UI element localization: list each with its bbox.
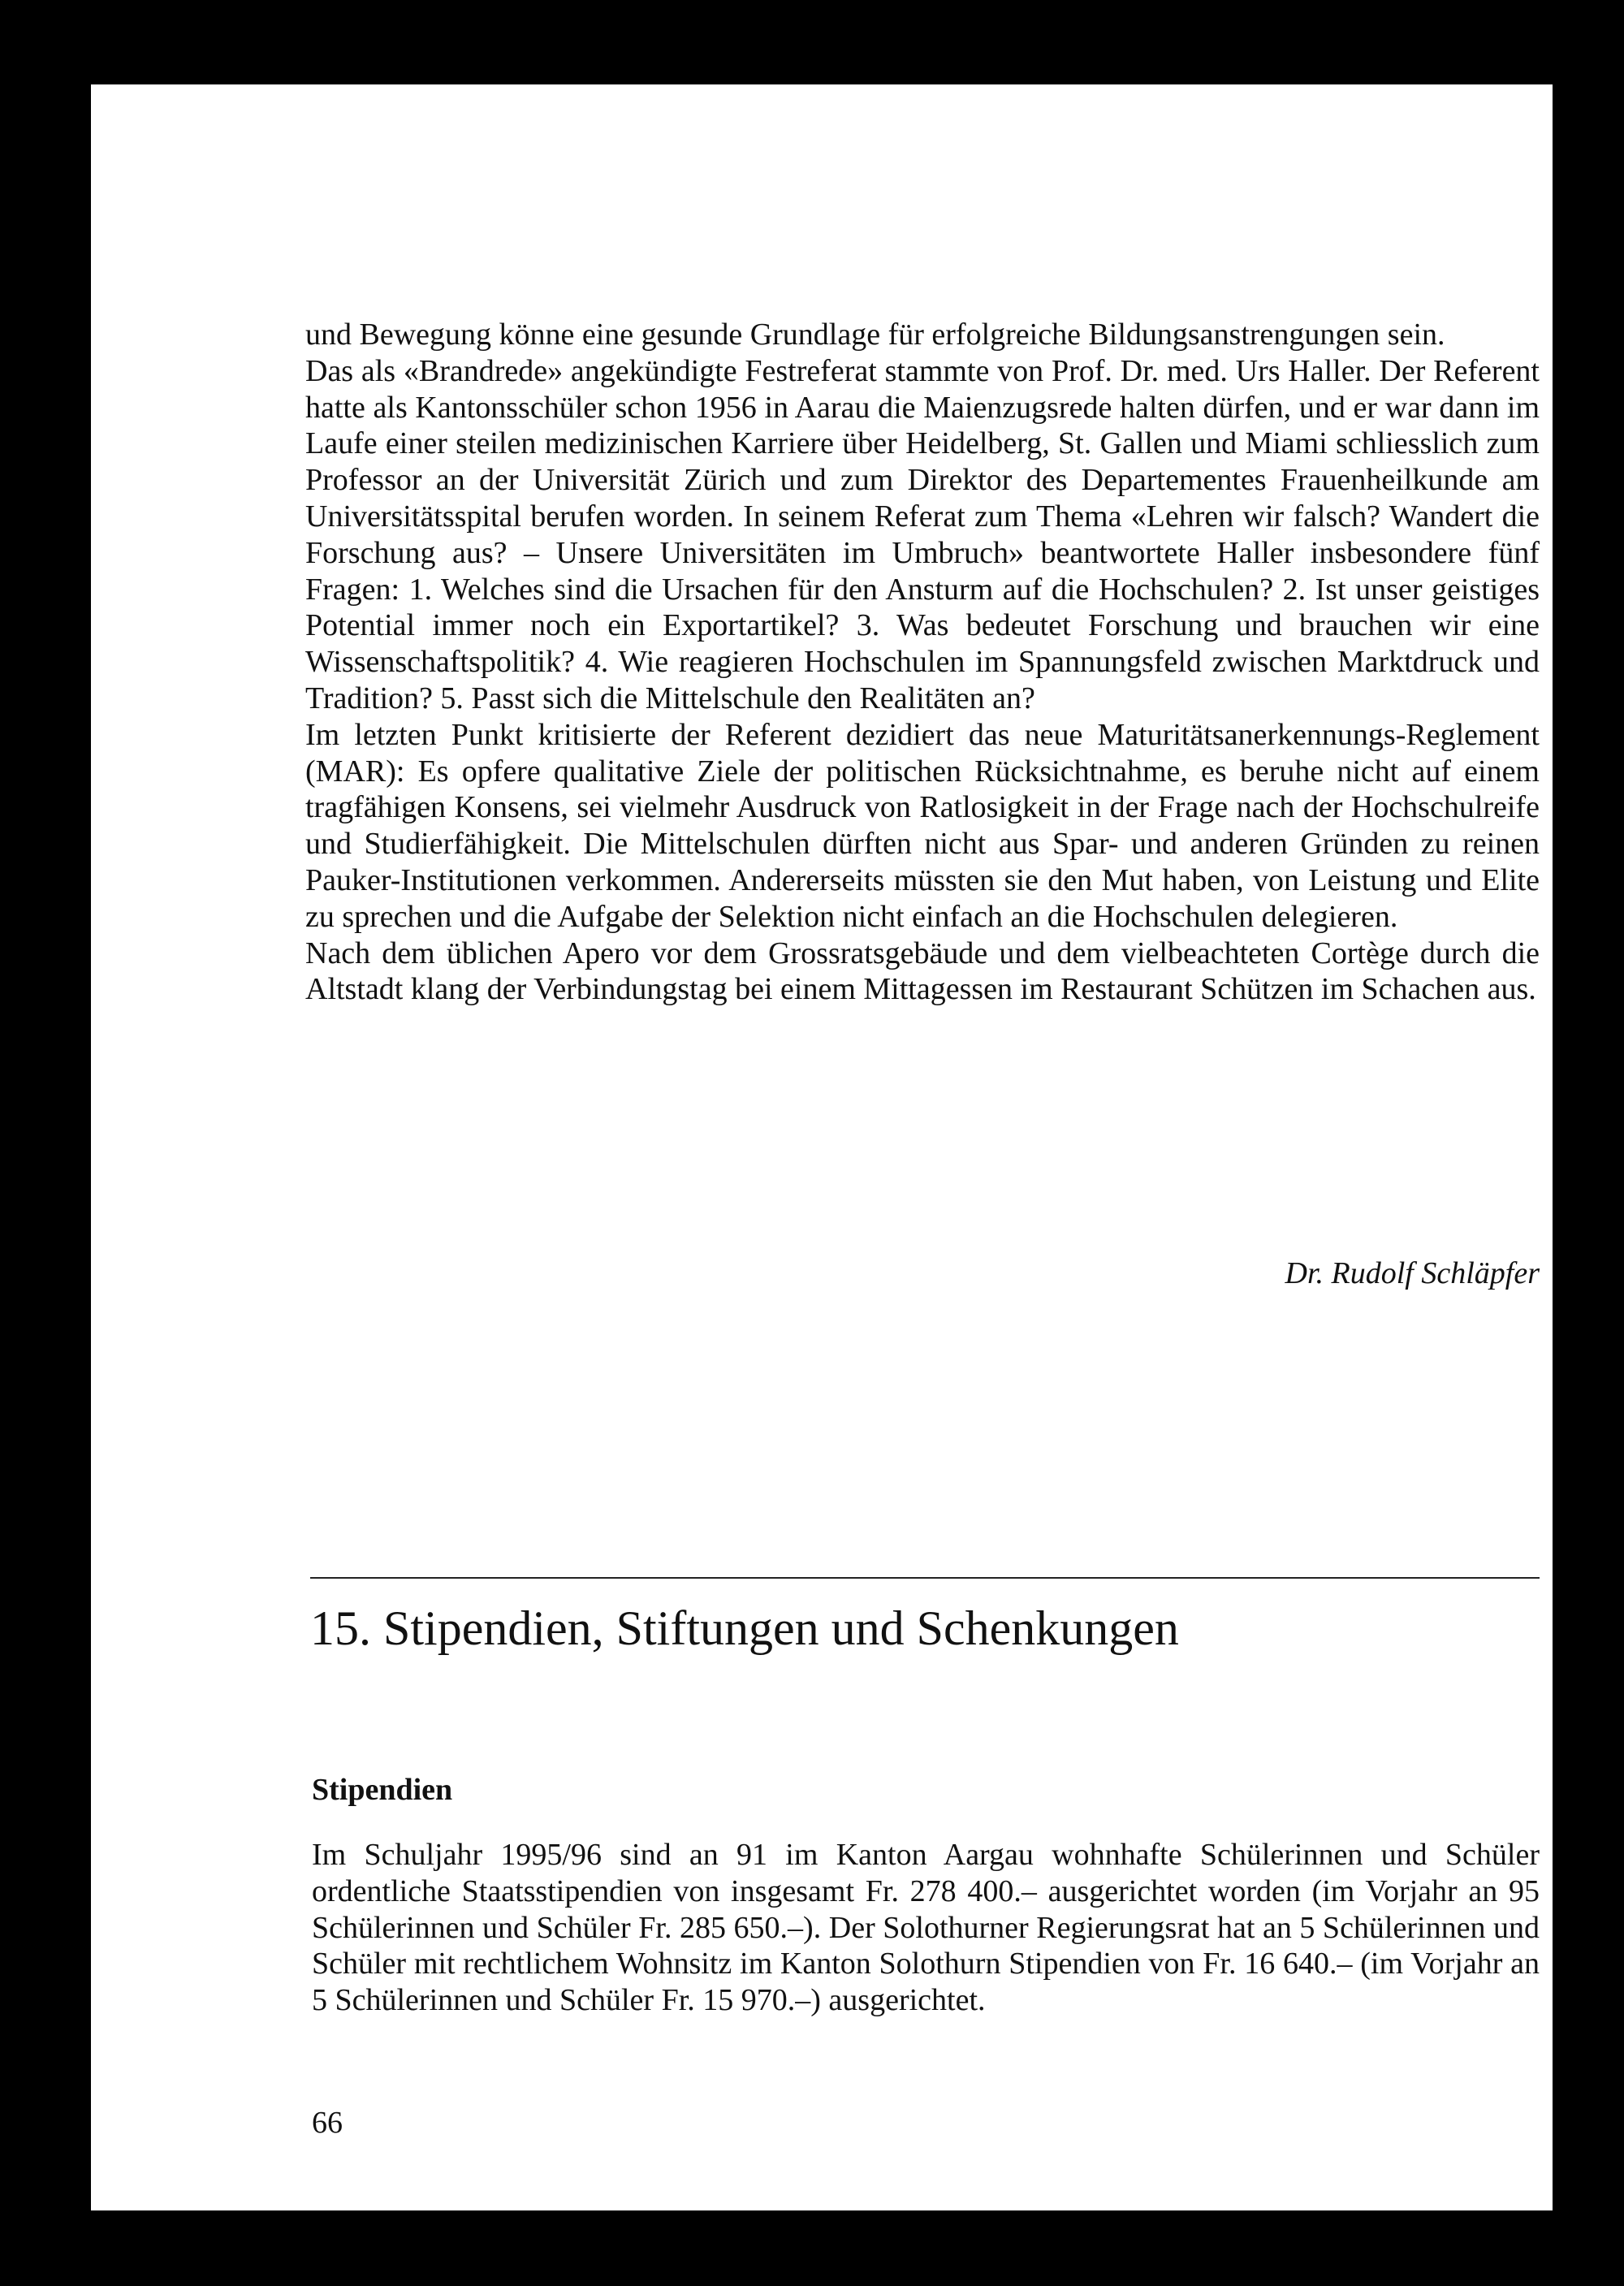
body-text [305, 317, 1540, 1008]
chapter-title: 15. Stipendien, Stiftungen und Schenkungen [310, 1601, 1179, 1655]
paragraph-3: Im letzten Punkt kritisierte der Referent dezidiert das neue Maturitätsanerkennungs-Reglement (MAR): Es opfere qualitative Ziele der politischen Rücksichtnahme, es beruhe nicht auf einem tragfähigen Konsens, sei vielmehr Ausdruck von Ratlosigkeit in der Frage nach der Hochschulreife und Studierfähigkeit. Die Mittelschulen dürften nicht aus Spar- und anderen Gründen zu reinen Pauker-Institutionen verkommen. Andererseits müssten sie den Mut haben, von Leistung und Elite zu sprechen und die Aufgabe der Selektion nicht einfach an die Hochschulen delegieren. [305, 717, 1540, 934]
page [91, 84, 1553, 2210]
section-body: Im Schuljahr 1995/96 sind an 91 im Kanton Aargau wohnhafte Schülerinnen und Schüler ordentliche Staatsstipendien von insgesamt Fr. 278 400.– ausgerichtet worden (im Vorjahr an 95 Schülerinnen und Schüler Fr. 285 650.–). Der Solothurner Regierungsrat hat an 5 Schülerinnen und Schüler mit rechtlichem Wohnsitz im Kanton Solothurn Stipendien von Fr. 16 640.– (im Vorjahr an 5 Schülerinnen und Schüler Fr. 15 970.–) ausgerichtet. [312, 1838, 1540, 2018]
author-signature: Dr. Rudolf Schläpfer [1285, 1256, 1540, 1290]
paragraph-2: Das als «Brandrede» angekündigte Festreferat stammte von Prof. Dr. med. Urs Haller. Der Referent hatte als Kantonsschüler schon 1956 in Aarau die Maienzugsrede halten dürfen, und er war dann im Laufe einer steilen medizinischen Karriere über Heidelberg, St. Gallen und Miami schliesslich zum Professor an der Universität Zürich und zum Direktor des Departementes Frauenheilkunde am Universitätsspital berufen worden. In seinem Referat zum Thema «Lehren wir falsch? Wandert die Forschung aus? – Unsere Universitäten im Umbruch» beantwortete Haller insbesondere fünf Fragen: 1. Welches sind die Ursachen für den Ansturm auf die Hochschulen? 2. Ist unser geistiges Potential immer noch ein Exportartikel? 3. Was bedeutet Forschung und brauchen wir eine Wissenschaftspolitik? 4. Wie reagieren Hochschulen im Spannungsfeld zwischen Marktdruck und Tradition? 5. Passt sich die Mittelschule den Realitäten an? [305, 353, 1540, 715]
section-heading: Stipendien [312, 1773, 453, 1807]
paragraph-1: und Bewegung könne eine gesunde Grundlage für erfolgreiche Bildungsanstrengungen sein. [305, 318, 1445, 352]
page-number: 66 [312, 2106, 343, 2140]
chapter-divider [310, 1577, 1540, 1579]
paragraph-4: Nach dem üblichen Apero vor dem Grossratsgebäude und dem vielbeachteten Cortège durch die Altstadt klang der Verbindungstag bei einem Mittagessen im Restaurant Schützen im Schachen aus. [305, 936, 1540, 1007]
